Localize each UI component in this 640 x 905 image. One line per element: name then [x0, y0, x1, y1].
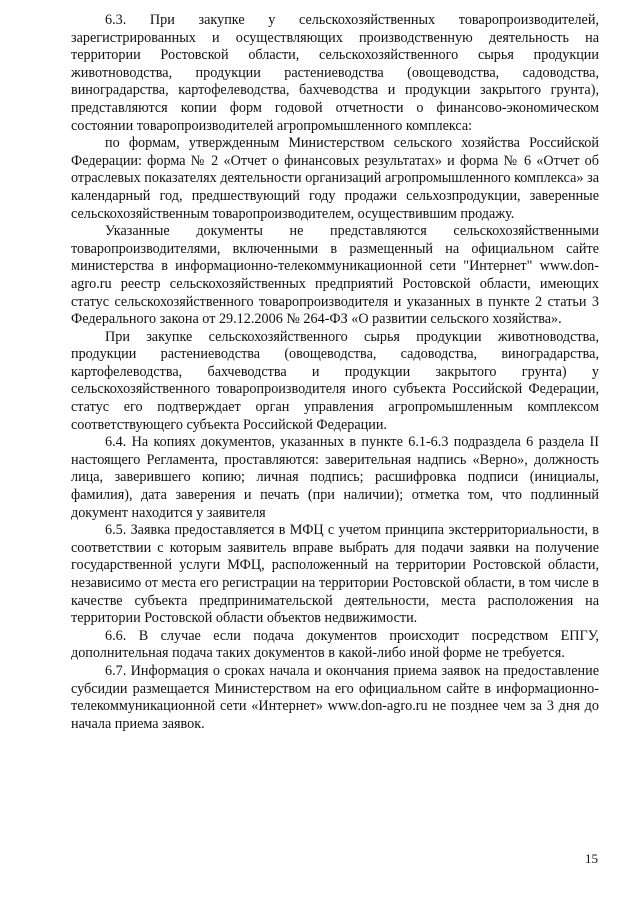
paragraph-other-region: При закупке сельскохозяйственного сырья продукции животноводства, продукции растениеводства (овощеводства, садоводства, виноградарства, картофелеводства, бахчеводства и продукции закрытого грунта) у сельскохозяйственного товаропроизводителя иного субъекта Российской Федерации, статус его подтверждает орган управления агропромышленным комплексом соответствующего субъекта Российской Федерации.: [71, 328, 599, 433]
paragraph-6-5: 6.5. Заявка предоставляется в МФЦ с учетом принципа экстерриториальности, в соответствии с которым заявитель вправе выбрать для подачи заявки на получение государственной услуги МФЦ, расположенный на территории Ростовской области, независимо от места его регистрации на территории Ростовской области, в том числе в качестве субъекта предпринимательской деятельности, места расположения на территории Ростовской области объектов недвижимости.: [71, 522, 599, 627]
paragraph-6-6: 6.6. В случае если подача документов происходит посредством ЕПГУ, дополнительная подача таких документов в какой-либо иной форме не требуется.: [71, 627, 599, 662]
document-body: [71, 12, 599, 733]
paragraph-exemption: Указанные документы не представляются сельскохозяйственными товаропроизводителями, включенными в размещенный на официальном сайте министерства в информационно-телекоммуникационной сети "Интернет" www.don-agro.ru реестр сельскохозяйственных предприятий Ростовской области, имеющих статус сельскохозяйственного товаропроизводителя и указанных в пункте 2 статьи 3 Федерального закона от 29.12.2006 № 264-ФЗ «О развитии сельского хозяйства».: [71, 223, 599, 328]
paragraph-6-3: 6.3. При закупке у сельскохозяйственных товаропроизводителей, зарегистрированных и осуществляющих производственную деятельность на территории Ростовской области, сельскохозяйственного сырья продукции животноводства, продукции растениеводства (овощеводства, садоводства, виноградарства, картофелеводства, бахчеводства и продукции закрытого грунта), представляются копии форм годовой отчетности о финансово-экономическом состоянии товаропроизводителей агропромышленного комплекса:: [71, 12, 599, 134]
page-number: 15: [585, 851, 598, 866]
paragraph-6-4: 6.4. На копиях документов, указанных в пункте 6.1-6.3 подраздела 6 раздела II настоящего Регламента, проставляются: заверительная надпись «Верно», должность лица, заверившего копию; личная подпись; расшифровка подписи (инициалы, фамилия), дата заверения и печать (при наличии); отметка том, что подлинный документ находится у заявителя: [71, 434, 599, 521]
paragraph-6-7: 6.7. Информация о сроках начала и окончания приема заявок на предоставление субсидии размещается Министерством на его официальном сайте в информационно-телекоммуникационной сети «Интернет» www.don-agro.ru не позднее чем за 3 дня до начала приема заявок.: [71, 662, 599, 732]
paragraph-forms: по формам, утвержденным Министерством сельского хозяйства Российской Федерации: форма № 2 «Отчет о финансовых результатах» и форма № 6 «Отчет об отраслевых показателях деятельности организаций агропромышленного комплекса» за календарный год, предшествующий году продажи сельхозпродукции, заверенные сельскохозяйственным товаропроизводителем, осуществившим продажу.: [71, 135, 599, 222]
